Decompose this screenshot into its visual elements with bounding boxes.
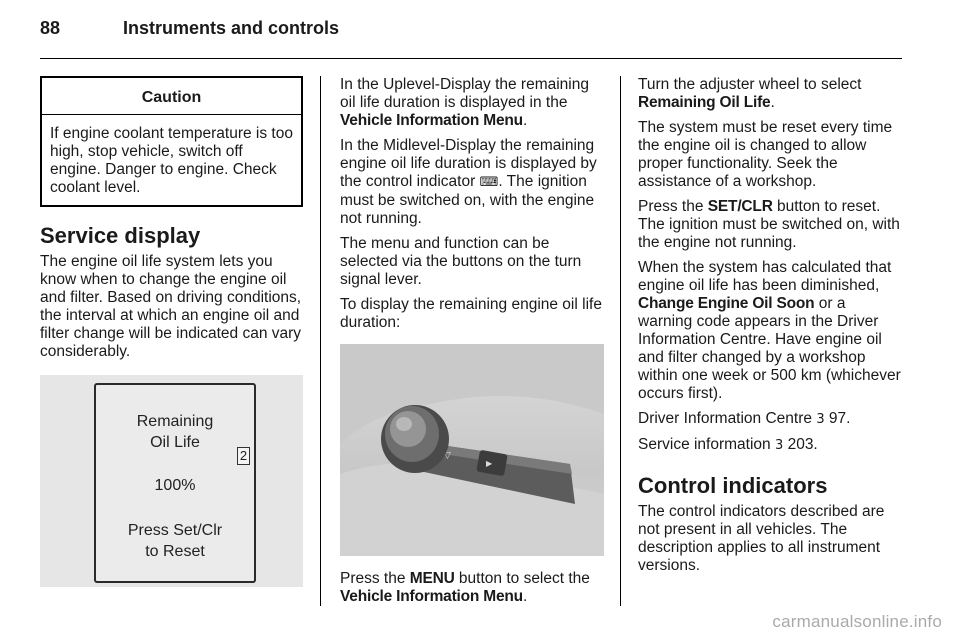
caution-title: Caution — [42, 78, 301, 115]
page-number: 88 — [40, 18, 61, 38]
page-title: Instruments and controls — [123, 18, 340, 38]
gear-indicator: 2 — [237, 447, 250, 465]
change-engine-oil-soon-term: Change Engine Oil Soon — [638, 295, 815, 312]
reference-arrow-icon: 3 — [816, 412, 825, 427]
display-line-remaining: Remaining — [136, 413, 214, 430]
column-2 — [340, 76, 604, 613]
column-1 — [40, 76, 303, 587]
display-line-oil-life: Oil Life — [150, 434, 200, 451]
svg-text:▽: ▽ — [444, 451, 451, 461]
oil-change-indicator-icon: ⌨ — [479, 175, 499, 190]
paragraph-change-oil-soon: When the system has calculated that engine oil life has been diminished, Change Engine Oil Soon or a warning code appears in the Driver Information Centre. Have engine oil and filter changed by a workshop within one week or 500 km (whichever occurs first). — [638, 259, 901, 402]
caution-text: If engine coolant temperature is too high, stop vehicle, switch off engine. Danger to engine. Check coolant level. — [50, 125, 293, 196]
oil-life-display-image — [40, 375, 303, 587]
paragraph-adjuster-wheel: Turn the adjuster wheel to select Remaining Oil Life. — [638, 76, 862, 111]
paragraph-reset-required: The system must be reset every time the engine oil is changed to allow proper functionality. Seek the assistance of a workshop. — [638, 119, 893, 190]
paragraph-to-display: To display the remaining engine oil life duration: — [340, 296, 602, 331]
vehicle-information-menu-term: Vehicle Information Menu — [340, 588, 523, 605]
paragraph-menu-buttons: The menu and function can be selected via the buttons on the turn signal lever. — [340, 235, 582, 288]
remaining-oil-life-term: Remaining Oil Life — [638, 94, 771, 111]
cross-reference-driver-information-centre[interactable]: Driver Information Centre 3 97. — [638, 410, 851, 427]
watermark: carmanualsonline.info — [772, 612, 942, 631]
lever-illustration — [340, 344, 604, 556]
section-heading-control-indicators: Control indicators — [638, 473, 828, 498]
column-3 — [638, 76, 904, 582]
service-display-intro: The engine oil life system lets you know when to change the engine oil and filter. Based on driving conditions, the interval at which an engine oil and filter change will be indicated can vary considerably. — [40, 253, 302, 360]
paragraph-control-indicators: The control indicators described are not present in all vehicles. The description applies to all instrument versions. — [638, 503, 885, 574]
svg-text:▶: ▶ — [486, 459, 493, 468]
turn-signal-lever-image — [340, 344, 604, 556]
vehicle-information-menu-term: Vehicle Information Menu — [340, 112, 523, 129]
display-line-press-set-clr: Press Set/Clr — [127, 522, 223, 539]
header-rule — [40, 58, 902, 59]
display-screen — [94, 383, 256, 583]
paragraph-midlevel-display: In the Midlevel-Display the remaining engine oil life duration is displayed by the control indicator ⌨. The ignition must be switched on, with the engine not running. — [340, 137, 597, 227]
paragraph-press-set-clr: Press the SET/CLR button to reset. The ignition must be switched on, with the engine not running. — [638, 198, 900, 251]
column-divider — [320, 76, 321, 606]
paragraph-uplevel-display: In the Uplevel-Display the remaining oil life duration is displayed in the Vehicle Information Menu. — [340, 76, 589, 129]
column-divider — [620, 76, 621, 606]
set-clr-button-term: SET/CLR — [707, 198, 773, 215]
display-line-to-reset: to Reset — [145, 543, 205, 560]
cross-reference-service-information[interactable]: Service information 3 203. — [638, 436, 818, 453]
page-header — [40, 18, 339, 39]
caution-box — [40, 76, 303, 207]
paragraph-press-menu: Press the MENU button to select the Vehicle Information Menu. — [340, 570, 590, 605]
section-heading-service-display: Service display — [40, 223, 201, 248]
menu-button-term: MENU — [409, 570, 455, 587]
display-percent: 100% — [154, 477, 196, 494]
reference-arrow-icon: 3 — [774, 438, 784, 453]
